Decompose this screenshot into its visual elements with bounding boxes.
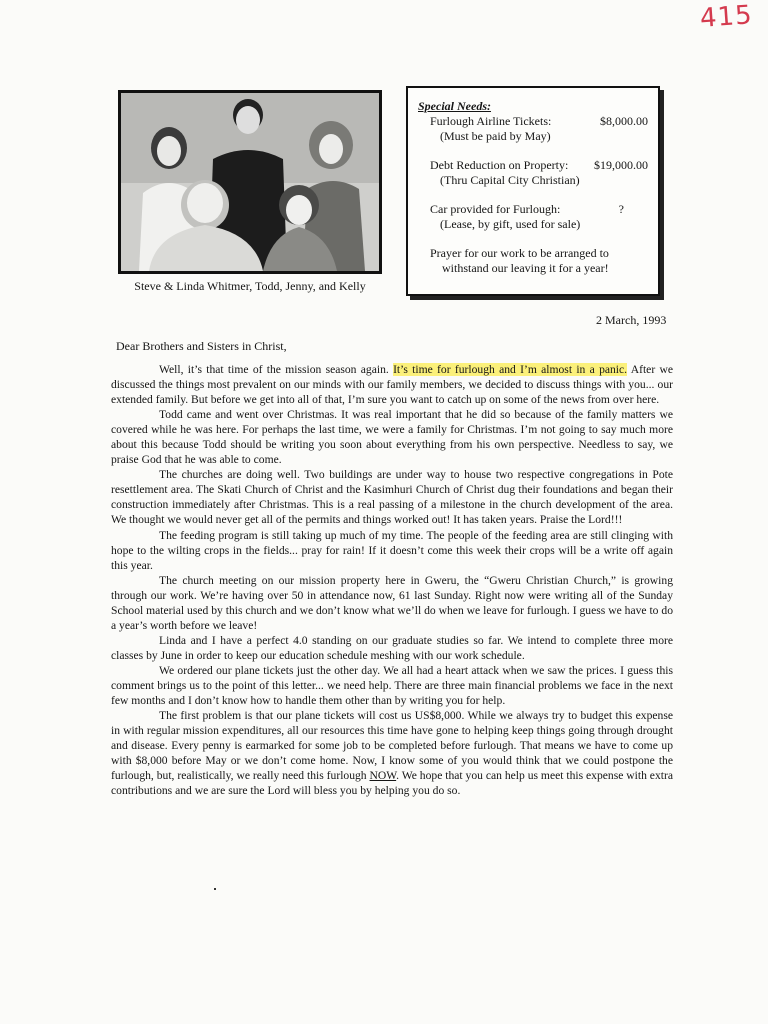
prayer-line-1: Prayer for our work to be arranged to bbox=[430, 246, 609, 260]
need-label: Furlough Airline Tickets: bbox=[430, 114, 552, 128]
page-number-annotation: 415 bbox=[699, 0, 754, 34]
stray-mark bbox=[214, 888, 216, 890]
paragraph-text: The first problem is that our plane tickets will cost us US$8,000. While we always try to budget this expense in with regular mission expenditures, all our resources this time have gone to helping keep things going through drought and disease. Every penny is earmarked for some job to be completed before furlough. That means we have to come up with $8,000 before May or we don’t come home. Now, I know some of you would think that we could postpone the furlough, but, realistically, we really need this furlough bbox=[111, 709, 673, 783]
paragraph-text: Well, it’s that time of the mission season again. bbox=[159, 363, 394, 376]
paragraph-8 bbox=[111, 708, 673, 798]
paragraph-3: The churches are doing well. Two buildings are under way to house two respective congregations in Pote resettlement area. The Skati Church of Christ and the Kasimhuri Church of Christ dug their foundations and began their construction immediately after Christmas. This is a real passing of a milestone in the church development of the area. We thought we would never get all of the permits and things worked out! It has taken years. Praise the Lord!!! bbox=[111, 468, 673, 527]
need-item-car bbox=[430, 202, 648, 217]
letter-date: 2 March, 1993 bbox=[596, 313, 667, 327]
need-amount: $19,000.00 bbox=[594, 158, 648, 172]
paragraph-text: . We hope that you can help us meet this expense with extra contributions and we are sure the Lord will bless you by helping you do so. bbox=[111, 769, 673, 798]
paragraph-4: The feeding program is still taking up much of my time. The people of the feeding area are still clinging with hope to the wilting crops in the fields... pray for rain! If it doesn’t come this week their crops will be a write off again this year. bbox=[111, 528, 673, 572]
paragraph-6: Linda and I have a perfect 4.0 standing on our graduate studies so far. We intend to complete three more classes by June in order to keep our education schedule meshing with our work schedule. bbox=[111, 633, 673, 662]
need-note: (Must be paid by May) bbox=[440, 129, 551, 143]
need-amount: ? bbox=[618, 202, 624, 216]
need-label: Debt Reduction on Property: bbox=[430, 158, 569, 172]
paragraph-2: Todd came and went over Christmas. It was real important that he did so because of the family matters we covered while he was here. For perhaps the last time, we were a family for Christmas. I’m not going to say much more about this because Todd should be writing you soon about everything from his own perspective. Needless to say, we praise God that he was able to come. bbox=[111, 408, 673, 467]
special-needs-title: Special Needs: bbox=[418, 99, 491, 113]
highlighted-text: It’s time for furlough and I’m almost in a panic. bbox=[393, 363, 628, 376]
need-label: Car provided for Furlough: bbox=[430, 202, 561, 216]
paragraph-7: We ordered our plane tickets just the other day. We all had a heart attack when we saw the prices. I guess this comment brings us to the point of this letter... we need help. There are three main financial problems we face in the next few months and I don’t know how to handle them other than by writing you for help. bbox=[111, 663, 673, 708]
letter-body bbox=[111, 362, 673, 798]
prayer-line-2: withstand our leaving it for a year! bbox=[442, 261, 609, 275]
need-item-debt bbox=[430, 158, 648, 173]
need-note: (Lease, by gift, used for sale) bbox=[440, 217, 581, 231]
paragraph-5: The church meeting on our mission property here in Gweru, the “Gweru Christian Church,” is growing through our work. We’re having over 50 in attendance now, 61 last Sunday. Right now were writing all of the Sunday School material used by this church and we don’t know what we’ll do when we leave for furlough. I guess we have to do a year’s worth before we leave! bbox=[111, 573, 673, 632]
special-needs-box bbox=[406, 86, 660, 296]
salutation: Dear Brothers and Sisters in Christ, bbox=[116, 339, 287, 353]
need-note: (Thru Capital City Christian) bbox=[440, 173, 580, 187]
family-photo bbox=[118, 90, 382, 274]
family-photo-image bbox=[121, 93, 379, 271]
underlined-now: NOW bbox=[369, 769, 397, 783]
need-item-airline bbox=[430, 114, 648, 129]
paragraph-1 bbox=[111, 362, 673, 407]
paragraph-text: After we discussed the things most prevalent on our minds with our family members, we decided to discuss things with you... our extended family. But before we get into all of that, I’m sure you want to catch up on some of the news from over here. bbox=[111, 363, 673, 407]
need-amount: $8,000.00 bbox=[600, 114, 648, 128]
photo-caption: Steve & Linda Whitmer, Todd, Jenny, and Kelly bbox=[134, 279, 366, 293]
